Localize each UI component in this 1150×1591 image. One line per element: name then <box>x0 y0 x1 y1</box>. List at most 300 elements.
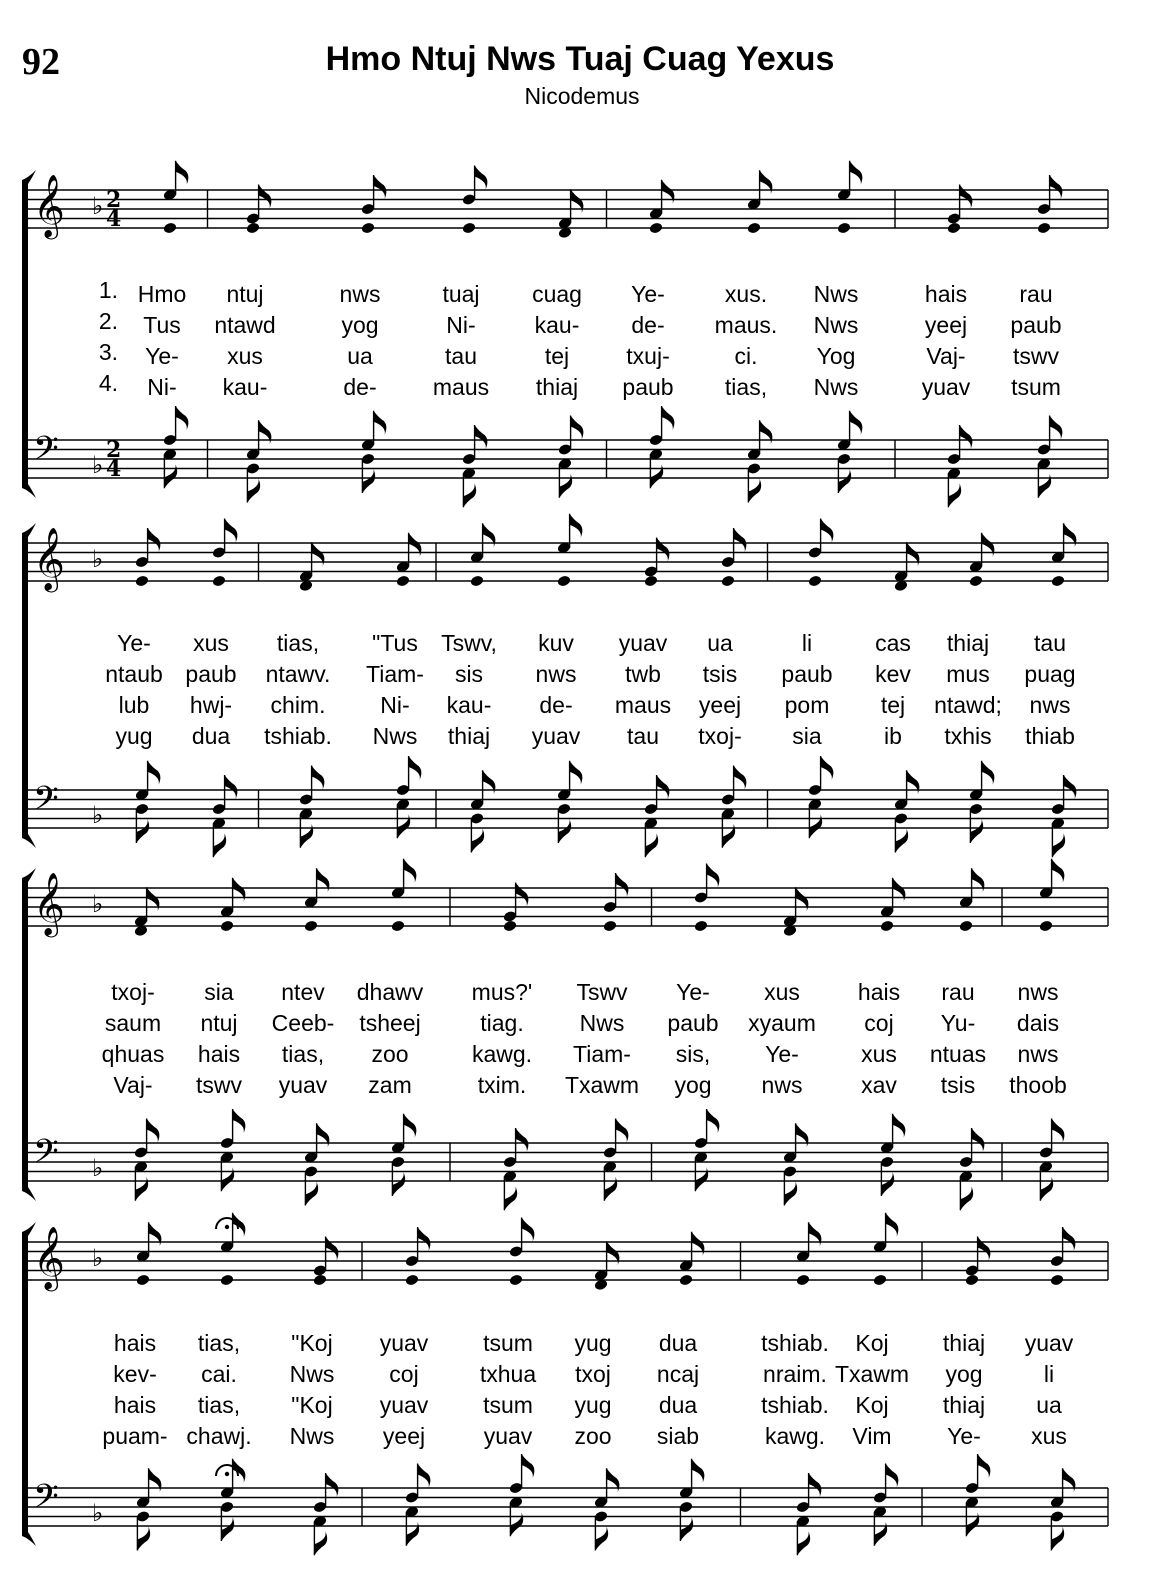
treble-note-lower <box>808 575 823 588</box>
lyric-syllable: xus <box>764 979 800 1005</box>
hymn-number: 92 <box>22 41 60 83</box>
lyric-syllable: dua <box>191 723 231 749</box>
bass-note-upper-flag <box>404 1114 417 1138</box>
treble-note-flag <box>616 873 629 897</box>
lyric-syllable: yug <box>115 723 153 749</box>
lyric-syllable: yuav <box>531 723 581 749</box>
lyric-syllable: tias, <box>197 1330 241 1356</box>
bass-note-upper-flag <box>692 1459 705 1483</box>
lyric-syllable: paub <box>185 661 237 687</box>
lyric-syllable: hais <box>924 281 968 307</box>
lyric-syllable: hais <box>857 979 901 1005</box>
treble-note-lower <box>405 1274 420 1287</box>
treble-note-flag <box>475 166 488 190</box>
system-bracket <box>22 180 28 488</box>
lyric-syllable: siab <box>656 1423 700 1449</box>
lyric-syllable: yuav <box>921 374 971 400</box>
lyric-syllable: yuav <box>483 1423 533 1449</box>
lyric-syllable: sis <box>454 661 484 687</box>
lyric-syllable: Hmo <box>137 281 187 307</box>
treble-note-flag <box>1050 175 1063 199</box>
lyric-syllable: Nws <box>813 281 859 307</box>
treble-note-flag <box>886 1213 899 1237</box>
lyric-syllable: nws <box>1029 692 1071 718</box>
lyric-syllable: Nws <box>813 374 859 400</box>
lyric-syllable: tswv <box>1013 343 1059 369</box>
lyric-syllable: Koj <box>855 1330 889 1356</box>
lyric-syllable: tsis <box>702 661 738 687</box>
lyric-syllable: thoob <box>1009 1072 1067 1098</box>
lyric-syllable: tias, <box>281 1041 325 1067</box>
lyric-syllable: tshiab. <box>264 723 332 749</box>
treble-note-flag <box>404 859 417 883</box>
treble-note-flag <box>734 528 747 552</box>
lyric-syllable: maus. <box>714 312 778 338</box>
lyric-syllable: Ye- <box>117 630 151 656</box>
treble-note-lower <box>396 575 411 588</box>
lyric-syllable: zoo <box>574 1423 612 1449</box>
bass-note-lower-flag <box>247 479 260 503</box>
lyric-syllable: Tiam- <box>366 661 424 687</box>
bass-note-lower-flag <box>392 1172 405 1196</box>
lyric-syllable: Nws <box>289 1423 335 1449</box>
treble-note-lower <box>679 1274 694 1287</box>
treble-note-flag <box>516 883 529 907</box>
lyric-syllable: coj <box>864 1010 894 1036</box>
bass-note-upper-flag <box>821 756 834 780</box>
treble-note-lower <box>694 920 709 933</box>
lyric-syllable: kawg. <box>471 1041 533 1067</box>
time-signature-lower: 4 <box>106 206 122 232</box>
treble-note-lower <box>796 1274 811 1287</box>
lyric-syllable: Ye- <box>631 281 665 307</box>
key-signature-flat: ♭ <box>92 801 104 829</box>
treble-note-lower <box>1050 1274 1065 1287</box>
lyric-syllable: tuaj <box>442 281 480 307</box>
lyric-syllable: ntawd <box>214 312 276 338</box>
lyric-syllable: txuj- <box>626 343 670 369</box>
bass-clef: 𝄢 <box>33 1133 59 1179</box>
treble-note-flag <box>1063 1227 1076 1251</box>
bass-note-lower-flag <box>314 1531 327 1555</box>
lyric-syllable: chawj. <box>186 1423 252 1449</box>
bass-note-upper-flag <box>571 416 584 440</box>
treble-clef: 𝄞 <box>33 1226 65 1289</box>
bass-note-upper-flag <box>657 775 670 799</box>
lyric-syllable: yuav <box>1024 1330 1074 1356</box>
treble-note-flag <box>374 175 387 199</box>
treble-note-flag <box>657 538 670 562</box>
bass-note-upper-flag <box>850 411 863 435</box>
bass-note-upper-flag <box>982 761 995 785</box>
lyric-syllable: nws <box>1017 1041 1059 1067</box>
lyric-syllable: Yog <box>816 343 856 369</box>
lyric-syllable: tau <box>627 723 659 749</box>
lyric-syllable: Ye- <box>676 979 710 1005</box>
lyric-syllable: Yu- <box>940 1010 976 1036</box>
lyric-syllable: cai. <box>201 1361 237 1387</box>
bass-note-upper-flag <box>886 1464 899 1488</box>
lyric-syllable: tshiab. <box>761 1392 829 1418</box>
lyric-syllable: tsum <box>483 1392 533 1418</box>
lyric-syllable: rau <box>1019 281 1053 307</box>
lyric-syllable: maus <box>432 374 490 400</box>
lyric-syllable: Txawm <box>834 1361 910 1387</box>
lyric-syllable: nws <box>535 661 577 687</box>
treble-note-flag <box>326 1237 339 1261</box>
verse-number: 4. <box>98 370 118 396</box>
bass-note-upper-flag <box>1052 1119 1065 1143</box>
bass-note-lower-flag <box>748 479 761 503</box>
lyric-syllable: de- <box>343 374 377 400</box>
lyric-syllable: ntawv. <box>265 661 331 687</box>
bass-clef: 𝄢 <box>33 1478 59 1524</box>
lyric-syllable: "Koj <box>291 1330 333 1356</box>
system-bracket <box>22 533 28 838</box>
lyric-syllable: yeej <box>382 1423 426 1449</box>
lyric-syllable: Ye- <box>947 1423 981 1449</box>
bass-note-lower-flag <box>838 469 851 493</box>
lyric-syllable: yuav <box>618 630 668 656</box>
bass-note-lower-flag <box>970 819 983 843</box>
lyric-syllable: yeej <box>698 692 742 718</box>
bass-note-upper-flag <box>312 766 325 790</box>
lyric-syllable: kau- <box>446 692 492 718</box>
treble-note-flag <box>821 519 834 543</box>
bass-note-lower-flag <box>881 1172 894 1196</box>
bass-note-upper-flag <box>516 1128 529 1152</box>
lyric-syllable: de- <box>631 312 665 338</box>
bass-note-upper-flag <box>978 1454 991 1478</box>
treble-note-lower <box>462 222 477 235</box>
lyric-syllable: Ye- <box>145 343 179 369</box>
bass-note-upper-flag <box>418 1464 431 1488</box>
bass-note-upper-flag <box>972 1128 985 1152</box>
lyric-syllable: tej <box>880 692 906 718</box>
lyric-syllable: Nws <box>813 312 859 338</box>
bass-note-lower-flag <box>471 829 484 853</box>
lyric-syllable: yug <box>574 1330 612 1356</box>
treble-note-lower <box>965 1274 980 1287</box>
treble-clef: 𝄞 <box>33 174 65 237</box>
lyric-syllable: pom <box>784 692 830 718</box>
lyric-syllable: ua <box>707 630 733 656</box>
lyric-syllable: dua <box>658 1330 698 1356</box>
lyric-syllable: Tswv <box>576 979 628 1005</box>
lyric-syllable: tsum <box>1011 374 1061 400</box>
lyric-syllable: xav <box>861 1072 897 1098</box>
lyric-syllable: Nws <box>372 723 418 749</box>
lyric-syllable: mus?' <box>471 979 533 1005</box>
lyric-syllable: puam- <box>102 1423 168 1449</box>
lyric-syllable: nraim. <box>763 1361 827 1387</box>
treble-note-lower <box>163 222 178 235</box>
bass-note-lower-flag <box>136 819 149 843</box>
lyric-syllable: paub <box>622 374 674 400</box>
lyric-syllable: dua <box>658 1392 698 1418</box>
lyric-syllable: kau- <box>222 374 268 400</box>
bass-note-upper-flag <box>326 1473 339 1497</box>
lyric-syllable: thiab <box>1025 723 1075 749</box>
lyric-syllable: ntev <box>281 979 325 1005</box>
bass-note-upper-flag <box>233 1109 246 1133</box>
treble-clef: 𝄞 <box>33 872 65 935</box>
bass-note-lower-flag <box>137 1527 150 1551</box>
lyric-syllable: xyaum <box>748 1010 816 1036</box>
treble-note-lower <box>837 222 852 235</box>
lyric-syllable: li <box>801 630 813 656</box>
lyric-syllable: paub <box>667 1010 719 1036</box>
tune-name: Nicodemus <box>524 83 640 109</box>
lyric-syllable: ncaj <box>656 1361 700 1387</box>
treble-clef: 𝄞 <box>33 527 65 590</box>
lyric-syllable: kev- <box>113 1361 157 1387</box>
bass-note-upper-flag <box>475 425 488 449</box>
bass-note-upper-flag <box>233 1459 246 1483</box>
treble-note-flag <box>570 514 583 538</box>
bass-note-lower-flag <box>797 1531 810 1555</box>
lyric-syllable: Nws <box>289 1361 335 1387</box>
bass-note-lower-flag <box>595 1527 608 1551</box>
bass-note-lower-flag <box>305 1182 318 1206</box>
treble-note-flag <box>1052 859 1065 883</box>
bass-note-lower-flag <box>558 819 571 843</box>
bass-note-lower-flag <box>463 483 476 507</box>
lyric-syllable: xus <box>227 343 263 369</box>
lyric-syllable: ntuj <box>200 1010 238 1036</box>
lyric-syllable: tej <box>544 343 570 369</box>
bass-note-lower-flag <box>221 1517 234 1541</box>
treble-note-lower <box>947 222 962 235</box>
system-bracket <box>22 878 28 1191</box>
lyric-syllable: tias, <box>724 374 768 400</box>
lyric-syllable: hwj- <box>189 692 233 718</box>
bass-note-upper-flag <box>893 1114 906 1138</box>
treble-note-lower <box>135 575 150 588</box>
lyric-syllable: ntuas <box>929 1041 987 1067</box>
key-signature-flat: ♭ <box>92 1499 104 1527</box>
lyric-syllable: lub <box>118 692 150 718</box>
lyric-syllable: hais <box>197 1041 241 1067</box>
treble-note-lower <box>220 920 235 933</box>
lyric-syllable: txoj- <box>111 979 155 1005</box>
treble-note-lower <box>873 1274 888 1287</box>
lyric-syllable: thiaj <box>942 1392 986 1418</box>
lyric-syllable: xus <box>193 630 229 656</box>
bass-note-lower-flag <box>504 1186 517 1210</box>
treble-note-lower <box>509 1274 524 1287</box>
treble-note-lower <box>470 575 485 588</box>
lyric-syllable: Nws <box>579 1010 625 1036</box>
lyric-syllable: dais <box>1016 1010 1060 1036</box>
treble-note-lower <box>212 575 227 588</box>
lyric-syllable: "Tus <box>372 630 418 656</box>
bass-note-upper-flag <box>707 1109 720 1133</box>
lyric-syllable: ci. <box>734 343 758 369</box>
lyric-syllable: Tus <box>143 312 181 338</box>
bass-note-upper-flag <box>147 1119 160 1143</box>
bass-note-upper-flag <box>809 1473 822 1497</box>
lyric-syllable: tau <box>445 343 477 369</box>
bass-note-upper-flag <box>960 425 973 449</box>
lyric-syllable: tau <box>1034 630 1066 656</box>
treble-note-flag <box>418 1227 431 1251</box>
treble-note-flag <box>960 185 973 209</box>
lyric-syllable: sia <box>792 723 822 749</box>
lyric-syllable: tsheej <box>359 1010 421 1036</box>
lyric-syllable: coj <box>389 1361 419 1387</box>
lyric-syllable: li <box>1043 1361 1055 1387</box>
bass-note-lower-flag <box>1052 833 1065 857</box>
lyric-syllable: Ni- <box>147 374 177 400</box>
bass-note-upper-flag <box>1064 775 1077 799</box>
bass-note-upper-flag <box>522 1454 535 1478</box>
treble-note-lower <box>1039 920 1054 933</box>
bass-note-lower-flag <box>1051 1527 1064 1551</box>
lyric-syllable: Ni- <box>446 312 476 338</box>
lyric-syllable: thiaj <box>447 723 491 749</box>
bass-note-lower-flag <box>784 1182 797 1206</box>
key-signature-flat: ♭ <box>92 1244 104 1272</box>
lyric-syllable: ntuj <box>226 281 264 307</box>
bass-note-upper-flag <box>1050 416 1063 440</box>
treble-note-lower <box>304 920 319 933</box>
lyric-syllable: zam <box>368 1072 412 1098</box>
key-signature-flat: ♭ <box>92 545 104 573</box>
treble-note-lower <box>1037 222 1052 235</box>
treble-note-lower <box>361 222 376 235</box>
lyric-syllable: tias, <box>197 1392 241 1418</box>
lyric-syllable: txoj- <box>698 723 742 749</box>
lyric-syllable: Tswv, <box>441 630 497 656</box>
bass-note-lower-flag <box>680 1517 693 1541</box>
lyric-syllable: ua <box>1036 1392 1062 1418</box>
verse-number: 1. <box>98 277 118 303</box>
lyric-syllable: Koj <box>855 1392 889 1418</box>
bass-note-upper-flag <box>148 761 161 785</box>
lyric-syllable: zoo <box>371 1041 409 1067</box>
lyric-syllable: xus. <box>724 281 768 307</box>
lyric-syllable: ib <box>884 723 902 749</box>
fermata-dot <box>225 1225 229 1229</box>
lyric-syllable: xus <box>861 1041 897 1067</box>
treble-note-lower <box>969 575 984 588</box>
lyric-syllable: kawg. <box>764 1423 826 1449</box>
lyric-syllable: paub <box>1010 312 1062 338</box>
treble-note-flag <box>978 1237 991 1261</box>
bass-note-upper-flag <box>225 775 238 799</box>
bass-note-lower-flag <box>960 1186 973 1210</box>
lyric-syllable: thiaj <box>535 374 579 400</box>
bass-note-upper-flag <box>409 756 422 780</box>
treble-note-flag <box>850 161 863 185</box>
lyric-syllable: puag <box>1024 661 1076 687</box>
treble-note-lower <box>313 1274 328 1287</box>
treble-note-lower <box>603 920 618 933</box>
lyric-syllable: ua <box>347 343 373 369</box>
lyric-syllable: qhuas <box>101 1041 165 1067</box>
time-signature-upper: 2 <box>106 187 122 213</box>
treble-note-lower <box>644 575 659 588</box>
lyric-syllable: txhua <box>479 1361 537 1387</box>
lyric-syllable: Txawm <box>564 1072 640 1098</box>
treble-note-flag <box>707 864 720 888</box>
lyric-syllable: yog <box>674 1072 712 1098</box>
bass-note-lower-flag <box>948 483 961 507</box>
lyric-syllable: ntawd; <box>934 692 1002 718</box>
bass-clef: 𝄢 <box>33 780 59 826</box>
treble-note-lower <box>1051 575 1066 588</box>
lyric-syllable: "Koj <box>291 1392 333 1418</box>
bass-note-upper-flag <box>374 411 387 435</box>
lyric-syllable: Ye- <box>765 1041 799 1067</box>
bass-clef: 𝄢 <box>33 430 59 476</box>
lyric-syllable: de- <box>539 692 573 718</box>
treble-note-lower <box>220 1274 235 1287</box>
treble-note-lower <box>747 222 762 235</box>
lyric-syllable: rau <box>941 979 975 1005</box>
lyric-syllable: nws <box>1017 979 1059 1005</box>
treble-note-lower <box>136 1274 151 1287</box>
bass-note-lower-flag <box>213 833 226 857</box>
lyric-syllable: sia <box>204 979 234 1005</box>
key-signature-flat: ♭ <box>92 451 104 479</box>
lyric-syllable: xus <box>1031 1423 1067 1449</box>
lyric-syllable: yog <box>341 312 379 338</box>
lyric-syllable: yuav <box>379 1392 429 1418</box>
treble-note-lower <box>391 920 406 933</box>
lyric-syllable: kev <box>875 661 911 687</box>
lyric-syllable: twb <box>625 661 661 687</box>
lyric-syllable: Tiam- <box>573 1041 631 1067</box>
lyric-syllable: tiag. <box>480 1010 524 1036</box>
lyric-syllable: paub <box>781 661 833 687</box>
key-signature-flat: ♭ <box>92 1154 104 1182</box>
bass-note-lower-flag <box>645 833 658 857</box>
treble-note-flag <box>225 519 238 543</box>
lyric-syllable: Vaj- <box>926 343 966 369</box>
lyric-syllable: ntaub <box>105 661 163 687</box>
bass-note-upper-flag <box>570 761 583 785</box>
lyric-syllable: kau- <box>534 312 580 338</box>
bass-note-lower-flag <box>895 829 908 853</box>
treble-note-flag <box>148 528 161 552</box>
lyric-syllable: cas <box>875 630 911 656</box>
time-signature-upper: 2 <box>106 437 122 463</box>
treble-note-flag <box>259 185 272 209</box>
lyric-syllable: yuav <box>278 1072 328 1098</box>
lyric-syllable: mus <box>946 661 990 687</box>
treble-note-flag <box>233 1213 246 1237</box>
lyric-syllable: tswv <box>196 1072 242 1098</box>
treble-note-lower <box>557 575 572 588</box>
lyric-syllable: hais <box>113 1392 157 1418</box>
treble-note-flag <box>522 1218 535 1242</box>
lyric-syllable: yog <box>945 1361 983 1387</box>
lyric-syllable: Ni- <box>380 692 410 718</box>
lyric-syllable: txhis <box>944 723 992 749</box>
lyric-syllable: tshiab. <box>761 1330 829 1356</box>
treble-note-flag <box>176 161 189 185</box>
lyric-syllable: hais <box>113 1330 157 1356</box>
lyric-syllable: nws <box>761 1072 803 1098</box>
bass-note-lower-flag <box>362 469 375 493</box>
lyric-syllable: cuag <box>532 281 582 307</box>
lyric-syllable: yeej <box>924 312 968 338</box>
treble-note-lower <box>959 920 974 933</box>
lyric-syllable: txim. <box>477 1072 527 1098</box>
bass-note-upper-flag <box>734 766 747 790</box>
